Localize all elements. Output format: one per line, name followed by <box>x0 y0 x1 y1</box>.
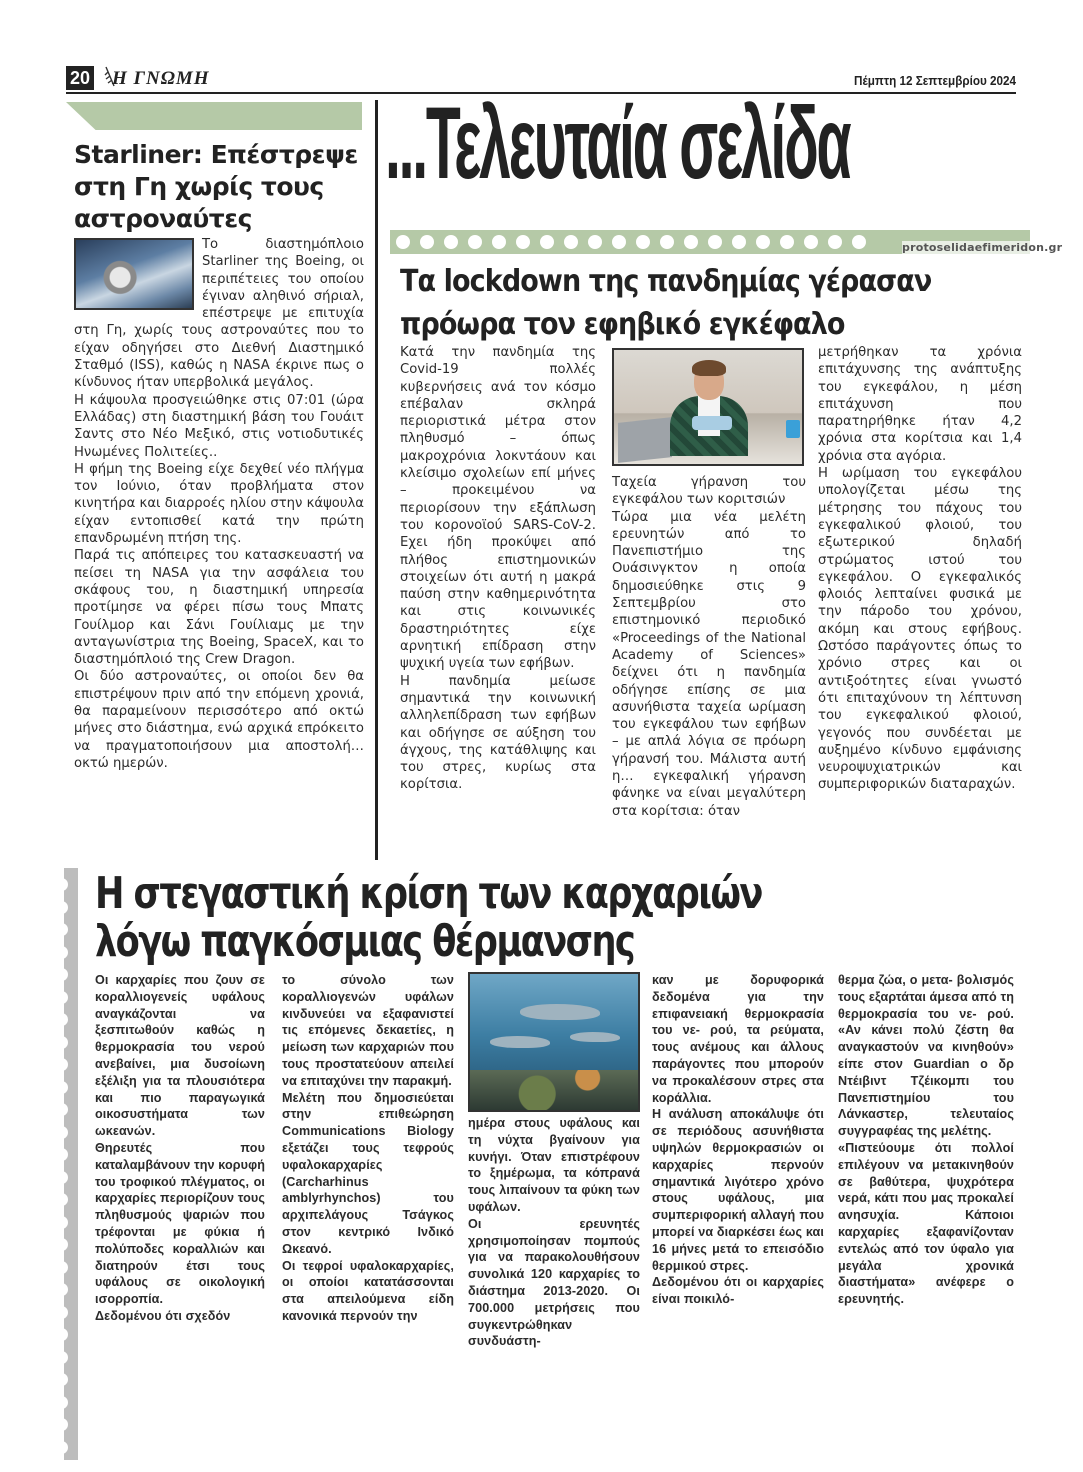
decorative-dot <box>756 235 770 249</box>
sharks-headline <box>95 870 762 966</box>
decorative-dot <box>55 1283 68 1296</box>
laptop-shape <box>618 417 672 463</box>
shark-shape <box>520 1004 600 1020</box>
paragraph: Μελέτη που δημοσιεύεται στην επιθεώρηση Communications Biology εξετάζει τους τεφρούς υφαλοκαρχαρίες (Carcharhinus amblyrhynchos) του αρχιπελάγους Τσάγκος στον κεντρικό Ινδικό Ωκεανό. <box>282 1090 454 1256</box>
decorative-dot <box>708 235 722 249</box>
sharks-column-3 <box>468 1115 640 1350</box>
page-number: 20 <box>66 66 94 90</box>
headline-line: Η στεγαστική κρίση των καρχαριών <box>95 868 762 919</box>
paragraph: ημέρα στους υφάλους και τη νύχτα βγαίνουν για κυνήγι. Όταν επιστρέφουν το ξημέρωμα, τα κόπρανά τους λιπαίνουν τα φύκη των υφάλων. <box>468 1116 640 1214</box>
decorative-dot <box>852 235 866 249</box>
paragraph: Το διαστημόπλοιο Starliner της Boeing, οι περιπέτειες του οποίου έγιναν αληθινό σήριαλ, επέστρεψε με επιτυχία στη Γη, χωρίς τους αστροναύτες που το είχαν οδηγήσει στο Διεθνή Διαστημικό Σταθμό (ISS), καθώς η NASA έκρινε πως ο κίνδυνος ήταν υπερβολικά μεγάλος. <box>74 237 364 391</box>
decorative-dot <box>396 235 410 249</box>
lockdown-column-2 <box>612 474 806 820</box>
column-divider <box>375 100 378 860</box>
decorative-dot <box>55 1351 68 1364</box>
paragraph: Η πανδημία μείωσε σημαντικά την κοινωνική αλληλεπίδραση των εφήβων και οδήγησε σε αύξηση του άγχους, της κατάθλιψης και του στρες, κυρίως στα κορίτσια. <box>400 673 596 793</box>
masthead-logo: Η ΓΝΩΜΗ <box>112 68 210 89</box>
paragraph: Η κάψουλα προσγειώθηκε στις 07:01 (ώρα Ελλάδας) στη διαστημική βάση του Γουάιτ Σαντς στο Νέο Μεξικό, στις νοτιοδυτικές Ηνωμένες Πολιτείες.. <box>74 392 364 460</box>
reef-sharks-photo <box>468 972 640 1112</box>
paragraph: Οι δύο αστροναύτες, οι οποίοι δεν θα επιστρέψουν πριν από την επόμενη χρονιά, θα παραμείνουν περισσότερο από οκτώ μήνες στο διάστημα, ενώ αρχικά επρόκειτο να πραγματοποιήσουν μια αποστολή… οκτώ ημερών. <box>74 669 364 771</box>
paragraph: Θηρευτές που καταλαμβάνουν την κορυφή του τροφικού πλέγματος, οι καρχαρίες περιορίζουν τους πληθυσμούς ψαριών που τρέφονται με φύκια ή πολύποδες κοραλλιών και διατηρούν έτσι τους υφάλους σε οικολογική ισορροπία. <box>95 1140 265 1307</box>
decorative-dot <box>492 235 506 249</box>
paragraph: Οι τεφροί υφαλοκαρχαρίες, οι οποίοι κατατάσσονται στα απειλούμενα είδη κανονικά περνούν την <box>282 1258 454 1323</box>
decorative-dot <box>55 923 68 936</box>
decorative-dot <box>55 1126 68 1139</box>
face-mask-shape <box>692 416 732 430</box>
decorative-dot <box>828 235 842 249</box>
paragraph: μετρήθηκαν τα χρόνια επιτάχυνσης της ανάπτυξης του εγκεφάλου, η μέση επιτάχυνση που παρατηρήθηκε ήταν 4,2 χρόνια στα κορίτσια και 1,4 χρόνια στα αγόρια. <box>818 345 1022 464</box>
paragraph: «Πιστεύουμε ότι πολλοί επιλέγουν να μετακινηθούν σε βαθύτερα, ψυχρότερα νερά, κάτι που μας προκαλεί ανησυχία. Κάποιοι καρχαρίες εξαφανίζονταν εντελώς από τον ύφαλο για μεγάλα χρονικά διαστήματα» ανέφερε ο ερευνητής. <box>838 1140 1014 1307</box>
decorative-dot <box>55 1103 68 1116</box>
mug-shape <box>786 420 800 438</box>
decorative-dot <box>636 235 650 249</box>
teen-with-mask-photo <box>612 348 804 466</box>
coral-reef-shape <box>470 1070 638 1110</box>
decorative-dot <box>780 235 794 249</box>
decorative-dot <box>564 235 578 249</box>
sharks-column-2 <box>282 972 454 1325</box>
subheading: Ταχεία γήρανση του εγκεφάλου των κοριτσιών <box>612 475 806 508</box>
decorative-dot <box>468 235 482 249</box>
decorative-dot <box>55 968 68 981</box>
decorative-dot <box>55 901 68 914</box>
paragraph: θερμα ζώα, ο μετα- βολισμός τους εξαρτάται άμεσα από τη θερμοκρασία του νε- ρού. «Αν κάνει πολύ ζέστη θα αναγκαστούν να κινηθούν» είπε στον Guardian ο δρ Ντέιβιντ Τζέικομπι του Πανεπιστημίου του Λάνκαστερ, τελευταίος συγγραφέας της μελέτης. <box>838 973 1014 1139</box>
lockdown-headline: Τα lockdown της πανδημίας γέρασαν πρόωρα τον εφηβικό εγκέφαλο <box>400 264 932 342</box>
paragraph: Η ανάλυση αποκάλυψε ότι σε περιόδους ασυνήθιστα υψηλών θερμοκρασιών οι καρχαρίες περνούν σημαντικά λιγότερο χρόνο στους υφάλους, μια συμπεριφορική αλλαγή που μπορεί να διαρκέσει έως και 16 μήνες μετά το επεισόδιο θερμικού στρες. <box>652 1107 824 1273</box>
hair-shape <box>692 360 726 376</box>
decorative-dot <box>612 235 626 249</box>
sharks-column-1 <box>95 972 265 1325</box>
decorative-dot <box>55 1261 68 1274</box>
issue-date: Πέμπτη 12 Σεπτεμβρίου 2024 <box>853 73 1016 88</box>
decorative-dot <box>55 1373 68 1386</box>
starliner-headline: Starliner: Επέστρεψε στη Γη χωρίς τους αστροναύτες <box>74 140 358 233</box>
watermark: protoselidaefimeridon.gr <box>902 241 1063 254</box>
decorative-dot <box>55 1396 68 1409</box>
headline-line: λόγω παγκόσμιας θέρμανσης <box>95 916 635 967</box>
paragraph: Η φήμη της Boeing είχε δεχθεί νέο πλήγμα τον Ιούνιο, όταν προβλήματα στον κινητήρα και διαρροές ηλίου στην κάψουλα είχαν εντοπισθεί κατά την πρώτη επανδρωμένη πτήση της. <box>74 461 364 547</box>
starliner-capsule-photo <box>74 238 194 310</box>
paragraph: Κατά την πανδημία της Covid-19 πολλές κυβερνήσεις ανά τον κόσμο επέβαλαν σκληρά περιοριστικά μέτρα στον πληθυσμό – όπως μακροχρόνια λοκντάουν και κλείσιμο σχολείων επί μήνες – προκειμένου να περιορίσουν την εξάπλωση του κορονοϊού SARS-CoV-2. Εχει ήδη προκύψει από πλήθος επιστημονικών στοιχείων ότι αυτή η μακρά παύση στην καθημερινότητα και στις κοινωνικές δραστηριότητες είχε αρνητική επίδραση στην ψυχική υγεία των εφήβων. <box>400 345 596 672</box>
decorative-dot <box>55 1058 68 1071</box>
paragraph: Οι ερευνητές χρησιμοποίησαν πομπούς για να παρακολουθήσουν συνολικά 120 καρχαρίες το διάστημα 2013-2020. Οι 700.000 μετρήσεις που συγκεντρώθηκαν συνδυάστη- <box>468 1216 640 1349</box>
lockdown-column-1 <box>400 344 596 794</box>
decorative-dot <box>55 1306 68 1319</box>
decorative-dot <box>540 235 554 249</box>
decorative-dot <box>660 235 674 249</box>
decorative-dot <box>55 1081 68 1094</box>
starliner-article-body <box>74 236 364 772</box>
decorative-dot <box>444 235 458 249</box>
decorative-dot <box>55 1036 68 1049</box>
decorative-dot <box>55 1216 68 1229</box>
decorative-dot <box>420 235 434 249</box>
paragraph: Παρά τις απόπειρες του κατασκευαστή να πείσει τη NASA για την ασφάλεια του σκάφους του, η διαστημική υπηρεσία προτίμησε να φέρει πίσω τους Μπατς Γουίλμορ και Σάνι Γουίλιαμς με την ανταγωνίστρια της Boeing, SpaceX, και το διαστημόπλοιό της Crew Dragon. <box>74 548 364 668</box>
paragraph: Δεδομένου ότι σχεδόν <box>95 1308 231 1323</box>
lockdown-column-3 <box>818 344 1022 794</box>
sharks-column-4 <box>652 972 824 1308</box>
decorative-dot <box>732 235 746 249</box>
decorative-dot <box>55 1148 68 1161</box>
section-title: ...Τελευταία σελίδα <box>385 86 850 200</box>
paragraph: καν με δορυφορικά δεδομένα για την επιφανειακή θερμοκρασία του νε- ρού, τα ρεύματα, τους ανέμους και άλλους παράγοντες που μπορούν να προκαλέσουν στρες στα κοράλλια. <box>652 973 824 1105</box>
decorative-dot <box>55 946 68 959</box>
paragraph: το σύνολο των κοραλλιογενών υφάλων κινδυνεύει να εξαφανιστεί τις επόμενες δεκαετίες, η μείωση των καρχαριών που τους προστατεύουν απειλεί να επιταχύνει την παρακμή. <box>282 973 454 1088</box>
decorative-dot <box>684 235 698 249</box>
paragraph: Οι καρχαρίες που ζουν σε κοραλλιογενείς υφάλους αναγκάζονται να ξεσπιτωθούν καθώς η θερμοκρασία του νερού ανεβαίνει, μια δυσοίωνη εξέλιξη για τα πλουσιότερα και πιο παραγωγικά οικοσυστήματα των ωκεανών. <box>95 973 265 1139</box>
left-column-accent-band <box>66 102 362 130</box>
paragraph: Δεδομένου ότι οι καρχαρίες είναι ποικιλό- <box>652 1275 824 1307</box>
paragraph: Η ωρίμαση του εγκεφάλου υπολογίζεται μέσω της μέτρησης του πάχους του εγκεφαλικού φλοιού, του εξωτερικού δηλαδή στρώματος ιστού του εγκεφάλου. Ο εγκεφαλικός φλοιός λεπταίνει φυσικά με την πάροδο του χρόνου, ακόμη και στους εφήβους. Ωστόσο παράγοντες όπως το χρόνιο στρες και οι αντιξοότητες είναι γνωστό ότι επιταχύνουν τη λέπτυνση του εγκεφαλικού φλοιού, γεγονός που συνδέεται με αυξημένο κίνδυνο εμφάνισης νευροψυχιατρικών και συμπεριφορικών διαταραχών. <box>818 466 1022 793</box>
decorative-dot <box>55 1171 68 1184</box>
decorative-dot <box>55 1193 68 1206</box>
decorative-dot <box>55 878 68 891</box>
decorative-dot <box>55 1418 68 1431</box>
decorative-dot <box>55 1238 68 1251</box>
decorative-dot <box>804 235 818 249</box>
decorative-dot <box>55 1328 68 1341</box>
decorative-dot <box>516 235 530 249</box>
shark-shape <box>570 1032 620 1042</box>
decorative-dot <box>55 991 68 1004</box>
decorative-dot <box>55 1441 68 1454</box>
decorative-dot <box>55 1013 68 1026</box>
decorative-dot <box>588 235 602 249</box>
sharks-column-5 <box>838 972 1014 1308</box>
shark-shape <box>490 1036 550 1048</box>
paragraph: Τώρα μια νέα μελέτη ερευνητών από το Πανεπιστήμιο της Ουάσινγκτον η οποία δημοσιεύθηκε στις 9 Σεπτεμβρίου στο επιστημονικό περιοδικό «Proceedings of the National Academy of Sciences» δείχνει ότι η πανδημία οδήγησε επίσης σε μια ασυνήθιστα ταχεία ωρίμαση του εγκεφάλου των εφήβων – με απλά λόγια σε πρόωρη γήρανσή του. Μάλιστα αυτή η… εγκεφαλική γήρανση φάνηκε να είναι μεγαλύτερη στα κορίτσια: όταν <box>612 509 806 819</box>
